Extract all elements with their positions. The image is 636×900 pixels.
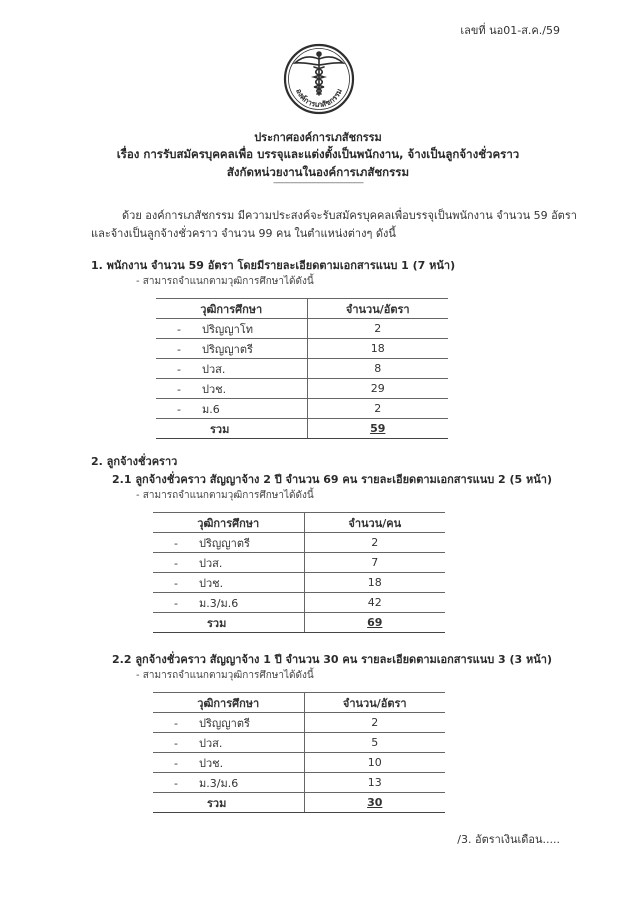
section-2-title: 2. ลูกจ้างชั่วคราว	[91, 455, 178, 468]
table-row: - ปริญญาตรี 2	[153, 533, 445, 553]
gpo-logo	[283, 43, 355, 115]
announcement-affiliation: สังกัดหน่วยงานในองค์การเภสัชกรรม	[226, 165, 410, 179]
table-total-row	[153, 613, 445, 633]
row-value: 2	[307, 319, 448, 339]
table-row: - ปวส. 8	[156, 359, 448, 379]
table-row: - ปวช. 29	[156, 379, 448, 399]
table-total-row	[156, 419, 448, 439]
section-2-1-table	[153, 512, 445, 633]
table-row: - ปริญญาตรี 2	[153, 713, 445, 733]
table-row: - ม.6 2	[156, 399, 448, 419]
row-value: 2	[307, 399, 448, 419]
row-label: ปวช.	[199, 576, 224, 590]
row-value: 8	[307, 359, 448, 379]
announcement-title: ประกาศองค์การเภสัชกรรม	[254, 131, 382, 144]
table-row: - ปวส. 5	[153, 733, 445, 753]
table-header-qualification: วุฒิการศึกษา	[156, 299, 307, 319]
row-value: 7	[304, 553, 445, 573]
header-divider: ----------------------------------------	[273, 178, 363, 188]
section-2-2-note: - สามารถจำแนกตามวุฒิการศึกษาได้ดังนี้	[136, 670, 314, 681]
total-label: รวม	[156, 419, 307, 439]
row-label: ม.6	[202, 402, 220, 416]
table-row: - ปวช. 10	[153, 753, 445, 773]
row-label: ม.3/ม.6	[199, 776, 239, 790]
section-2-2-table	[153, 692, 445, 813]
intro-line-1: ด้วย องค์การเภสัชกรรม มีความประสงค์จะรับสมัครบุคคลเพื่อบรรจุเป็นพนักงาน จำนวน 59 อัตรา	[122, 209, 577, 222]
row-value: 2	[304, 533, 445, 553]
table-header-count: จำนวน/อัตรา	[304, 693, 445, 713]
row-value: 18	[304, 573, 445, 593]
section-2-1-note: - สามารถจำแนกตามวุฒิการศึกษาได้ดังนี้	[136, 490, 314, 501]
total-value: 59	[370, 422, 386, 435]
section-1-title: 1. พนักงาน จำนวน 59 อัตรา โดยมีรายละเอียดตามเอกสารแนบ 1 (7 หน้า)	[91, 259, 456, 272]
section-1-note: - สามารถจำแนกตามวุฒิการศึกษาได้ดังนี้	[136, 276, 314, 287]
table-header-qualification: วุฒิการศึกษา	[153, 513, 304, 533]
table-header-qualification: วุฒิการศึกษา	[153, 693, 304, 713]
section-1-table	[156, 298, 448, 439]
row-label: ปวส.	[199, 736, 223, 750]
row-label: ปวส.	[199, 556, 223, 570]
table-header-count: จำนวน/คน	[304, 513, 445, 533]
table-row: - ปริญญาตรี 18	[156, 339, 448, 359]
row-value: 10	[304, 753, 445, 773]
continuation-note: /3. อัตราเงินเดือน.....	[457, 833, 560, 846]
announcement-subject: เรื่อง การรับสมัครบุคคลเพื่อ บรรจุและแต่งตั้งเป็นพนักงาน, จ้างเป็นลูกจ้างชั่วคราว	[116, 147, 520, 161]
table-row: - ปวช. 18	[153, 573, 445, 593]
table-row: - ปวส. 7	[153, 553, 445, 573]
row-value: 5	[304, 733, 445, 753]
table-total-row	[153, 793, 445, 813]
table-row: - ม.3/ม.6 13	[153, 773, 445, 793]
total-value: 69	[367, 616, 383, 629]
row-label: ปริญญาตรี	[202, 342, 253, 356]
document-number: เลขที่ นอ01-ส.ค./59	[460, 24, 560, 37]
row-value: 18	[307, 339, 448, 359]
total-value: 30	[367, 796, 383, 809]
row-label: ปวช.	[202, 382, 227, 396]
section-2-1-title: 2.1 ลูกจ้างชั่วคราว สัญญาจ้าง 2 ปี จำนวน 69 คน รายละเอียดตามเอกสารแนบ 2 (5 หน้า)	[112, 473, 552, 486]
table-row: - ปริญญาโท 2	[156, 319, 448, 339]
row-label: ปริญญาตรี	[199, 536, 250, 550]
section-2-2-title: 2.2 ลูกจ้างชั่วคราว สัญญาจ้าง 1 ปี จำนวน 30 คน รายละเอียดตามเอกสารแนบ 3 (3 หน้า)	[112, 653, 552, 666]
row-label: ปวช.	[199, 756, 224, 770]
row-label: ม.3/ม.6	[199, 596, 239, 610]
table-row: - ม.3/ม.6 42	[153, 593, 445, 613]
intro-line-2: และจ้างเป็นลูกจ้างชั่วคราว จำนวน 99 คน ในตำแหน่งต่างๆ ดังนี้	[91, 227, 396, 240]
logo-text: องค์การเภสัชกรรม	[294, 87, 344, 110]
row-label: ปริญญาโท	[202, 322, 253, 336]
row-label: ปริญญาตรี	[199, 716, 250, 730]
row-label: ปวส.	[202, 362, 226, 376]
row-value: 13	[304, 773, 445, 793]
total-label: รวม	[153, 793, 304, 813]
table-header-count: จำนวน/อัตรา	[307, 299, 448, 319]
total-label: รวม	[153, 613, 304, 633]
row-value: 42	[304, 593, 445, 613]
row-value: 2	[304, 713, 445, 733]
row-value: 29	[307, 379, 448, 399]
